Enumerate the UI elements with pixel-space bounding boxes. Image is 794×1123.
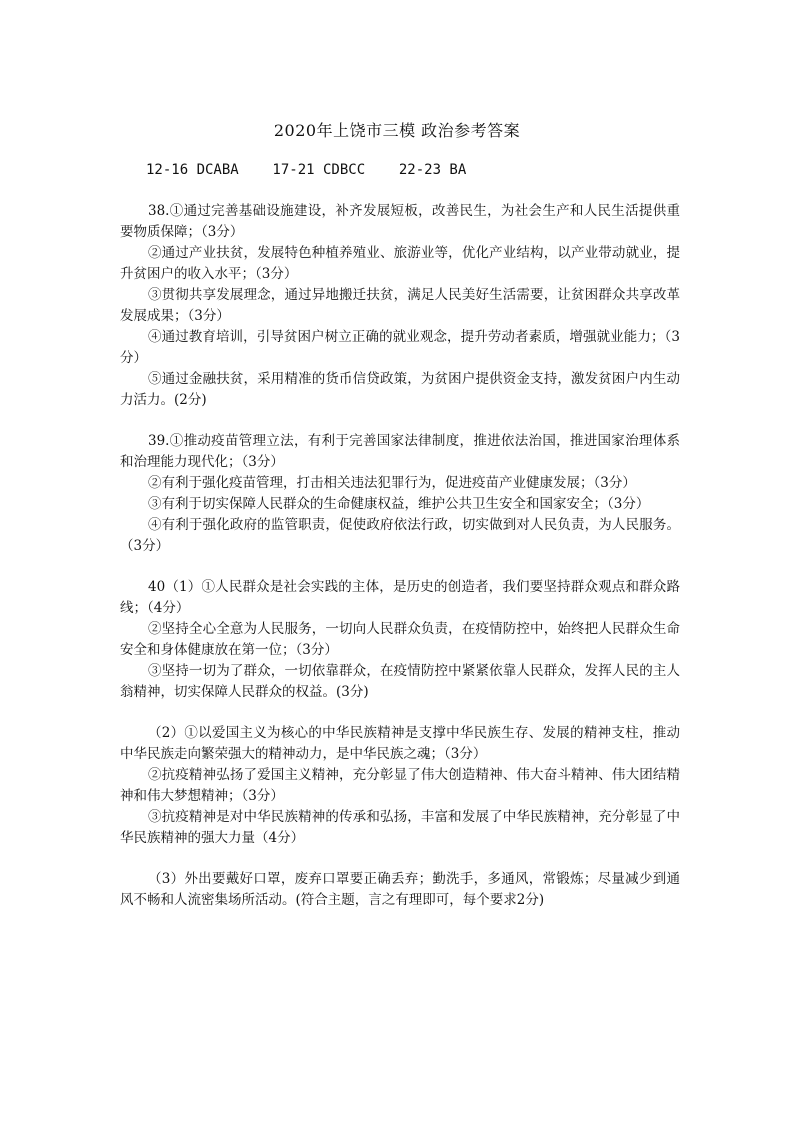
q39-point-3: ③有利于切实保障人民群众的生命健康权益，维护公共卫生安全和国家安全；（3分） — [148, 496, 650, 512]
q40-1-point-3: ③坚持一切为了群众，一切依靠群众，在疫情防控中紧紧依靠人民群众，发挥人民的主人翁精神，切实保障人民群众的权益。(3分) — [120, 663, 680, 700]
section-gap — [120, 703, 680, 723]
multiple-choice-answers: 12-16 DCABA 17-21 CDBCC 22-23 BA — [146, 162, 467, 178]
section-gap — [120, 849, 680, 869]
section-gap — [120, 411, 680, 431]
question-40-part-2 — [120, 723, 680, 849]
q40-2-point-2: ②抗疫精神弘扬了爱国主义精神，充分彰显了伟大创造精神、伟大奋斗精神、伟大团结精神和伟大梦想精神；（3分） — [120, 767, 680, 804]
page-title: 2020年上饶市三模 政治参考答案 — [273, 121, 521, 140]
q40-1-point-2: ②坚持全心全意为人民服务，一切向人民群众负责，在疫情防控中，始终把人民群众生命安全和身体健康放在第一位；（3分） — [120, 621, 680, 658]
q38-point-2: ②通过产业扶贫，发展特色种植养殖业、旅游业等，优化产业结构，以产业带动就业，提升贫困户的收入水平；（3分） — [120, 245, 680, 282]
question-38 — [120, 201, 680, 411]
q40-2-point-1: （2）①以爱国主义为核心的中华民族精神是支撑中华民族生存、发展的精神支柱，推动中华民族走向繁荣强大的精神动力，是中华民族之魂；（3分） — [120, 725, 680, 762]
q39-point-1: 39.①推动疫苗管理立法，有利于完善国家法律制度，推进依法治国，推进国家治理体系和治理能力现代化；（3分） — [120, 433, 680, 470]
q40-1-point-1: 40（1）①人民群众是社会实践的主体，是历史的创造者，我们要坚持群众观点和群众路线；（4分） — [120, 579, 680, 616]
question-39 — [120, 431, 680, 557]
q39-point-4: ④有利于强化政府的监管职责，促使政府依法行政，切实做到对人民负责，为人民服务。（3分） — [120, 517, 680, 554]
question-40-part-1 — [120, 577, 680, 703]
q39-point-2: ②有利于强化疫苗管理，打击相关违法犯罪行为，促进疫苗产业健康发展；（3分） — [148, 475, 636, 491]
q38-point-1: 38.①通过完善基础设施建设，补齐发展短板，改善民生，为社会生产和人民生活提供重要物质保障；（3分） — [120, 203, 680, 240]
q40-2-point-3: ③抗疫精神是对中华民族精神的传承和弘扬，丰富和发展了中华民族精神，充分彰显了中华民族精神的强大力量（4分） — [120, 809, 680, 846]
q38-point-5: ⑤通过金融扶贫，采用精准的货币信贷政策，为贫困户提供资金支持，激发贫困户内生动力活力。(2分) — [120, 371, 680, 408]
section-gap — [120, 557, 680, 577]
q40-3-point-1: （3）外出要戴好口罩，废弃口罩要正确丢弃；勤洗手，多通风，常锻炼；尽量减少到通风不畅和人流密集场所活动。(符合主题，言之有理即可，每个要求2分) — [120, 871, 680, 908]
q38-point-3: ③贯彻共享发展理念，通过异地搬迁扶贫，满足人民美好生活需要，让贫困群众共享改革发展成果；（3分） — [120, 287, 680, 324]
answers-body — [120, 201, 680, 911]
question-40-part-3 — [120, 869, 680, 911]
q38-point-4: ④通过教育培训，引导贫困户树立正确的就业观念，提升劳动者素质，增强就业能力；（3分） — [120, 329, 680, 366]
